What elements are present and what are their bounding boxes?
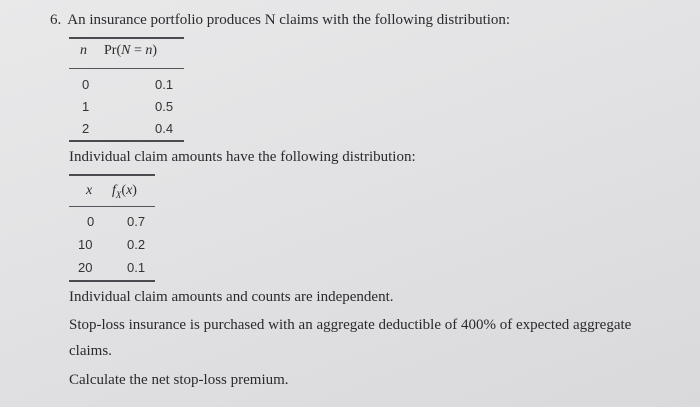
table-cell-x: 0	[87, 214, 95, 229]
table-cell-prob: 0.4	[155, 121, 174, 136]
independence-note: Individual claim amounts and counts are independent.	[69, 289, 394, 305]
problem-number: 6.	[50, 12, 62, 28]
stop-loss-line-2: claims.	[69, 343, 112, 359]
table-header-rule	[69, 206, 155, 207]
table-cell-prob: 0.1	[155, 77, 174, 92]
header-pr: Pr(N = n)	[104, 43, 158, 58]
table-cell-f: 0.1	[127, 260, 146, 275]
header-x: x	[86, 183, 93, 198]
table-cell-n: 0	[82, 77, 90, 92]
header-n: n	[80, 43, 87, 58]
table-cell-f: 0.2	[127, 237, 146, 252]
table-cell-x: 10	[78, 237, 93, 252]
table-cell-prob: 0.5	[155, 99, 174, 114]
table-top-rule	[69, 37, 184, 39]
question-text: Calculate the net stop-loss premium.	[69, 372, 289, 388]
table-header-rule	[69, 68, 184, 69]
table-bottom-rule	[69, 280, 155, 282]
table-bottom-rule	[69, 140, 184, 142]
table-cell-n: 2	[82, 121, 90, 136]
table-top-rule	[69, 174, 155, 176]
table-cell-f: 0.7	[127, 214, 146, 229]
problem-statement	[50, 12, 510, 29]
header-fx: $f_X(x)$	[112, 183, 137, 200]
table-cell-x: 20	[78, 260, 93, 275]
problem-text: An insurance portfolio produces N claims with the following distribution:	[67, 12, 511, 28]
severity-intro: Individual claim amounts have the following distribution:	[69, 149, 416, 165]
stop-loss-line-1: Stop-loss insurance is purchased with an aggregate deductible of 400% of expected aggregate	[69, 317, 632, 333]
table-cell-n: 1	[82, 99, 90, 114]
